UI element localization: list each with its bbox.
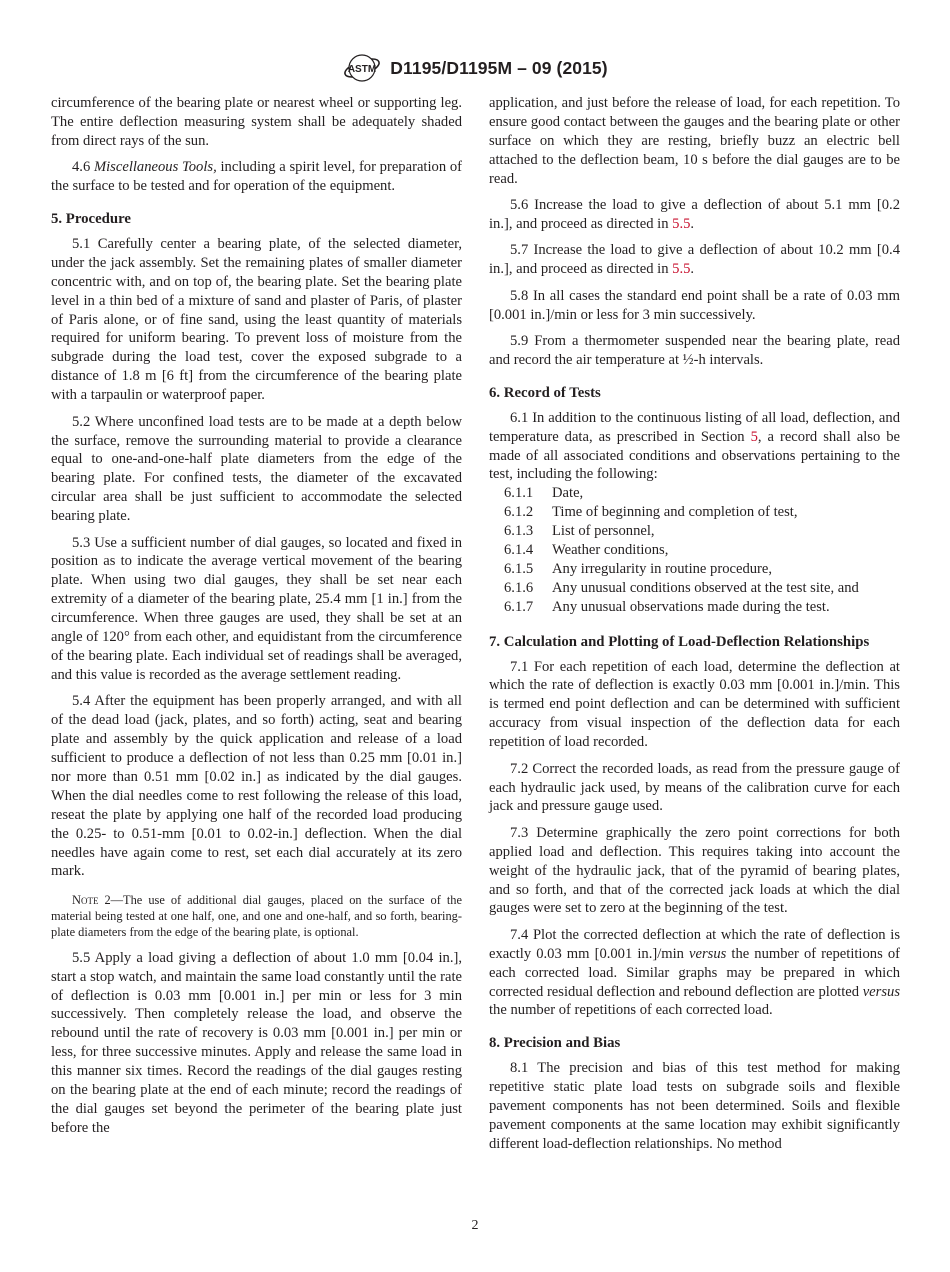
xref-5-5[interactable]: 5.5: [672, 261, 691, 278]
list-item: [489, 560, 900, 579]
heading-procedure: 5. Procedure: [51, 211, 131, 228]
item-number: 6.1.4: [504, 542, 534, 559]
item-number: 6.1.3: [504, 523, 534, 540]
period: .: [690, 215, 695, 232]
paragraph-5-5-continued: application, and just before the release of load, for each repetition. To ensure good contact between the gauges and the bearing plate or other surface on which they are resting, briefly buzz an electric bell attached to the deflection beam, 10 s before the dial gauges are to be read.: [489, 95, 900, 187]
list-item: [489, 579, 900, 598]
paragraph-text: 5.7 Increase the load to give a deflection of about 10.2 mm [0.4 in.], and proceed as directed in: [489, 242, 900, 278]
paragraph-5-5: 5.5 Apply a load giving a deflection of about 1.0 mm [0.04 in.], start a stop watch, and maintain the same load constantly until the rate of deflection is 0.03 mm [0.001 in.] per min or less for 3 min successively. Then completely release the load, and observe the rebound until the rate of recovery is 0.03 mm [0.001 in.] per min or less, for three successive minutes. Apply and release the same load in this manner six times. Record the readings of the dial gauges resting on the bearing plate at the end of each minute; record the readings of the dial gauges set beyond the perimeter of the bearing plate just before the: [51, 949, 462, 1136]
paragraph-text: 5.6 Increase the load to give a deflection of about 5.1 mm [0.2 in.], and proceed as directed in: [489, 197, 900, 232]
item-number: 6.1.5: [504, 560, 534, 577]
item-number: 6.1.1: [504, 485, 534, 502]
heading-record-of-tests: 6. Record of Tests: [489, 384, 601, 401]
italic-term: Miscellaneous Tools,: [93, 159, 217, 176]
paragraph-4-6: [51, 158, 462, 196]
paragraph-7-4: [489, 926, 900, 1021]
paragraph-5-6: [489, 196, 900, 234]
note-label: Note 2: [72, 893, 111, 908]
heading-calculation-and-plotting: 7. Calculation and Plotting of Load-Deflection Relationships: [489, 633, 870, 650]
paragraph-7-3: 7.3 Determine graphically the zero point corrections for both applied load and deflection. This requires taking into account the weight of the hydraulic jack, that of the pyramid of bearing plates, and so forth, and that of the corrected jack loads at which the dial gauges were set to zero at the beginning of the test.: [489, 824, 900, 917]
item-text: List of personnel,: [552, 523, 655, 540]
item-text: Date,: [552, 485, 584, 502]
paragraph-5-4: 5.4 After the equipment has been properly arranged, and with all of the dead load (jack, plates, and so forth) acting, seat and bearing plate and assembly by the quick application and release of a load sufficient to produce a deflection of not less than 0.25 mm [0.01 in.] nor more than 0.51 mm [0.02 in.] as indicated by the dial gauges. When the dial needles come to rest following the release of this load, reseat the plate by applying one half of the recorded load producing the 0.25- to 0.51-mm [0.01 to 0.02-in.] deflection. When the dial needles have again come to rest, set each dial accurately at its zero mark.: [51, 693, 462, 880]
paragraph-text: , a record shall also be made of all associated conditions and observations pertaining to the test, including the following:: [489, 428, 901, 483]
page-number: 2: [471, 1218, 479, 1233]
list-item: [489, 503, 900, 522]
italic-term: versus: [689, 945, 727, 962]
paragraph-text: including a spirit level, for preparation of the surface to be tested and for operation of the equipment.: [51, 159, 462, 195]
period: .: [690, 261, 695, 278]
section-number: 4.6: [72, 159, 91, 176]
item-number: 6.1.7: [504, 598, 534, 615]
item-text: Weather conditions,: [552, 542, 669, 559]
list-item: [489, 541, 900, 560]
paragraph-5-8: 5.8 In all cases the standard end point shall be a rate of 0.03 mm [0.001 in.]/min or less for 3 min successively.: [489, 287, 900, 323]
right-column: [489, 94, 900, 1161]
item-number: 6.1.6: [504, 579, 534, 596]
paragraph-5-3: 5.3 Use a sufficient number of dial gauges, so located and fixed in position as to indicate the average vertical movement of the bearing plate. When using two dial gauges, they shall be set near each extremity of a diameter of the bearing plate, 25.4 mm [1 in.] from the circumference. When three gauges are used, they shall be set at an angle of 120° from each other, and equidistant from the circumference of the bearing plate. Each individual set of readings shall be averaged, and this value is recorded as the average settlement reading.: [51, 534, 462, 683]
item-number: 6.1.2: [504, 504, 534, 521]
list-item: [489, 522, 900, 541]
list-item: [489, 598, 900, 617]
paragraph-8-1: 8.1 The precision and bias of this test method for making repetitive static plate load tests on subgrade soils and flexible pavement components has not been determined. Soils and flexible pavement components at the same location may exhibit significantly different load-deflection relationships. No method: [489, 1060, 900, 1152]
paragraph-5-7: [489, 241, 900, 279]
note-text: —The use of additional dial gauges, placed on the surface of the material being tested at one half, one, and one and one-half, and so forth, bearing-plate diameters from the edge of the bearing plate, is optional.: [51, 893, 462, 939]
page-header: [0, 50, 950, 86]
paragraph-4-5-continued: circumference of the bearing plate or nearest wheel or supporting leg. The entire deflection measuring system shall be adequately shaded from direct rays of the sun.: [51, 95, 462, 149]
item-text: Any irregularity in routine procedure,: [552, 560, 773, 577]
item-text: Any unusual conditions observed at the test site, and: [552, 579, 859, 596]
xref-5-5[interactable]: 5.5: [672, 215, 691, 232]
list-item: [489, 484, 900, 503]
astm-logo-icon: [342, 51, 382, 85]
paragraph-text: 7.4 Plot the corrected deflection at which the rate of deflection is exactly 0.03 mm [0.001 in.]/min: [489, 926, 900, 962]
paragraph-text: the number of repetitions of each corrected load.: [489, 1002, 773, 1019]
italic-term: versus: [862, 983, 900, 1000]
xref-section-5[interactable]: 5: [750, 428, 758, 445]
note-2: [51, 893, 462, 940]
item-text: Time of beginning and completion of test,: [552, 504, 798, 521]
paragraph-5-2: 5.2 Where unconfined load tests are to be made at a depth below the surface, remove the surrounding material to provide a clearance equal to one-and-one-half plate diameters from the edge of the bearing plate. For confined tests, the diameter of the excavated circular area shall be just sufficient to accommodate the selected bearing plate.: [51, 413, 462, 525]
svg-text:ASTM: ASTM: [348, 64, 377, 75]
left-column: [51, 94, 462, 1145]
heading-precision-and-bias: 8. Precision and Bias: [489, 1035, 621, 1052]
document-designation: D1195/D1195M – 09 (2015): [390, 57, 608, 78]
paragraph-text: 6.1 In addition to the continuous listing of all load, deflection, and temperature data, as prescribed in Section: [489, 409, 900, 445]
paragraph-5-9: 5.9 From a thermometer suspended near the bearing plate, read and record the air temperature at ½-h intervals.: [489, 332, 900, 368]
paragraph-text: the number of repetitions of each corrected load. Similar graphs may be prepared in which corrected residual deflection and rebound deflection are plotted: [489, 945, 900, 1000]
paragraph-6-1: [489, 409, 900, 485]
paragraph-7-1: 7.1 For each repetition of each load, determine the deflection at which the rate of deflection is exactly 0.03 mm [0.001 in.]/min. This is termed end point deflection and can be determined with sufficient accuracy from visual inspection of the deflection data for each repetition of load recorded.: [489, 658, 900, 751]
paragraph-5-1: 5.1 Carefully center a bearing plate, of the selected diameter, under the jack assembly. Set the remaining plates of smaller diameter concentric with, and on top of, the bearing plate. Set the bearing plate level in a thin bed of a mixture of sand and plaster of Paris, of plaster of Paris alone, or of fine sand, using the least quantity of materials required for uniform bearing. To prevent loss of moisture from the subgrade during the load test, cover the exposed subgrade to a distance of 1.8 m [6 ft] from the circumference of the bearing plate with a tarpaulin or waterproof paper.: [51, 235, 462, 404]
record-items-list: [489, 484, 900, 616]
item-text: Any unusual observations made during the test.: [552, 598, 830, 615]
paragraph-7-2: 7.2 Correct the recorded loads, as read from the pressure gauge of each hydraulic jack used, by means of the calibration curve for each jack and pressure gauge used.: [489, 760, 900, 815]
